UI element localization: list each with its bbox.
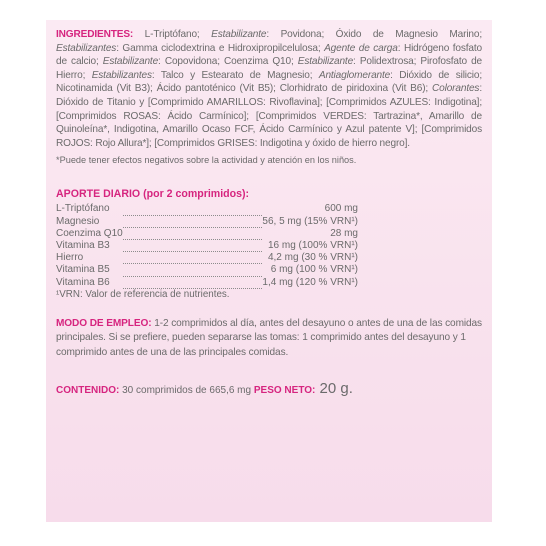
nutrient-row (56, 228, 358, 240)
ingredient-text: : Gamma ciclodextrina e Hidroxipropilcelulosa; (116, 42, 325, 54)
nutrient-row (56, 216, 358, 228)
dotted-leader (123, 252, 263, 264)
dotted-leader (123, 277, 263, 289)
nutrient-value: 4,2 mg (30 % VRN¹) (267, 252, 358, 264)
nutrient-row (56, 252, 358, 264)
ingredient-text: : Povidona; Óxido de Magnesio Marino; (266, 29, 482, 40)
ingredient-category: Antiaglomerante (318, 69, 391, 81)
modo-empleo-paragraph (56, 317, 482, 360)
nutrient-value: 28 mg (330, 227, 358, 239)
ingredient-text: : Hidrógeno fosfato de calcio; (56, 42, 482, 68)
vrn-footnote: ¹VRN: Valor de referencia de nutrientes. (56, 288, 230, 300)
nutrient-value: 6 mg (100 % VRN¹) (270, 264, 358, 276)
nutrient-name: Hierro (56, 252, 84, 264)
nutrient-name: Vitamina B3 (56, 239, 110, 251)
dotted-leader (123, 240, 263, 252)
nutrient-name: Magnesio (56, 215, 100, 227)
ingredient-text: : Copovidona; Coenzima Q10; (158, 56, 298, 68)
ingredient-text: : Polidextrosa; Pirofosfato de Hierro; (56, 56, 483, 81)
ingredient-text: : Dióxido de Titanio y [Comprimido AMARILLOS: Rivoflavina]; [Comprimidos AZULES: Indigotina]; [Comprimidos ROSAS: Ácido Carmínico]; [Comprimidos VERDES: Tartrazina*, Amarillo de Quinoleína*, Indigotina, Amarillo Ocaso FCF, Ácido Carmínico y Azul patente V]; [Comprimidos ROJOS: Rojo Allura*]; [Comprimidos GRISES: Indigotina y óxido de hierro negro]. (56, 83, 482, 149)
modo-empleo-text: 1-2 comprimidos al día, antes del desayuno o antes de una de las comidas principales. Si se prefiere, pueden separarse las tomas: 1 comprimido antes del desayuno y 1 comprimido antes de una de las principales comidas. (56, 317, 482, 358)
nutrient-value: 56, 5 mg (15% VRN¹) (262, 215, 358, 227)
nutrient-row (56, 240, 358, 252)
dotted-leader (123, 216, 263, 228)
peso-neto-value: 20 g. (315, 379, 353, 397)
label-panel (46, 20, 492, 522)
modo-empleo-heading: MODO DE EMPLEO: (56, 317, 152, 329)
ingredients-heading: INGREDIENTES: (56, 29, 134, 40)
nutrient-name: Vitamina B6 (56, 276, 110, 288)
ingredient-category: Estabilizantes (56, 42, 117, 54)
nutrient-name: L-Triptófano (56, 203, 110, 215)
nutrient-row (56, 203, 358, 215)
warning-note: *Puede tener efectos negativos sobre la actividad y atención en los niños. (56, 155, 357, 166)
dotted-leader (123, 203, 263, 215)
nutrient-row (56, 277, 358, 289)
contenido-line (56, 380, 482, 397)
dotted-leader (123, 264, 263, 276)
ingredient-text: : Talco y Estearato de Magnesio; (151, 69, 319, 81)
ingredient-text: L-Triptófano; (144, 29, 212, 40)
ingredient-category: Colorantes (432, 83, 480, 95)
nutrient-value: 600 mg (324, 203, 358, 215)
ingredient-category: Agente de carga (324, 42, 398, 54)
ingredient-category: Estabilizantes (91, 69, 152, 81)
contenido-heading: CONTENIDO: (56, 384, 120, 396)
ingredient-category: Estabilizante (211, 29, 267, 40)
nutrient-row (56, 264, 358, 276)
aporte-diario-title: APORTE DIARIO (por 2 comprimidos): (56, 188, 250, 201)
nutrient-value: 1,4 mg (120 % VRN¹) (262, 276, 358, 288)
peso-neto-heading: PESO NETO: (253, 384, 316, 396)
nutrient-value: 16 mg (100% VRN¹) (267, 239, 358, 251)
nutrient-name: Vitamina B5 (56, 264, 110, 276)
ingredients-text (56, 29, 482, 149)
ingredient-category: Estabilizante (102, 56, 159, 68)
contenido-text: 30 comprimidos de 665,6 mg (119, 384, 254, 396)
ingredient-category: Estabilizante (297, 56, 354, 68)
ingredient-text: : Dióxido de silicio; Nicotinamida (Vit B3); Ácido pantoténico (Vit B5); Clorhidrato de piridoxina (Vit B6); (56, 69, 482, 95)
nutrient-table (56, 203, 358, 288)
nutrient-name: Coenzima Q10 (56, 227, 123, 239)
ingredients-paragraph (56, 28, 482, 150)
dotted-leader (123, 228, 263, 240)
